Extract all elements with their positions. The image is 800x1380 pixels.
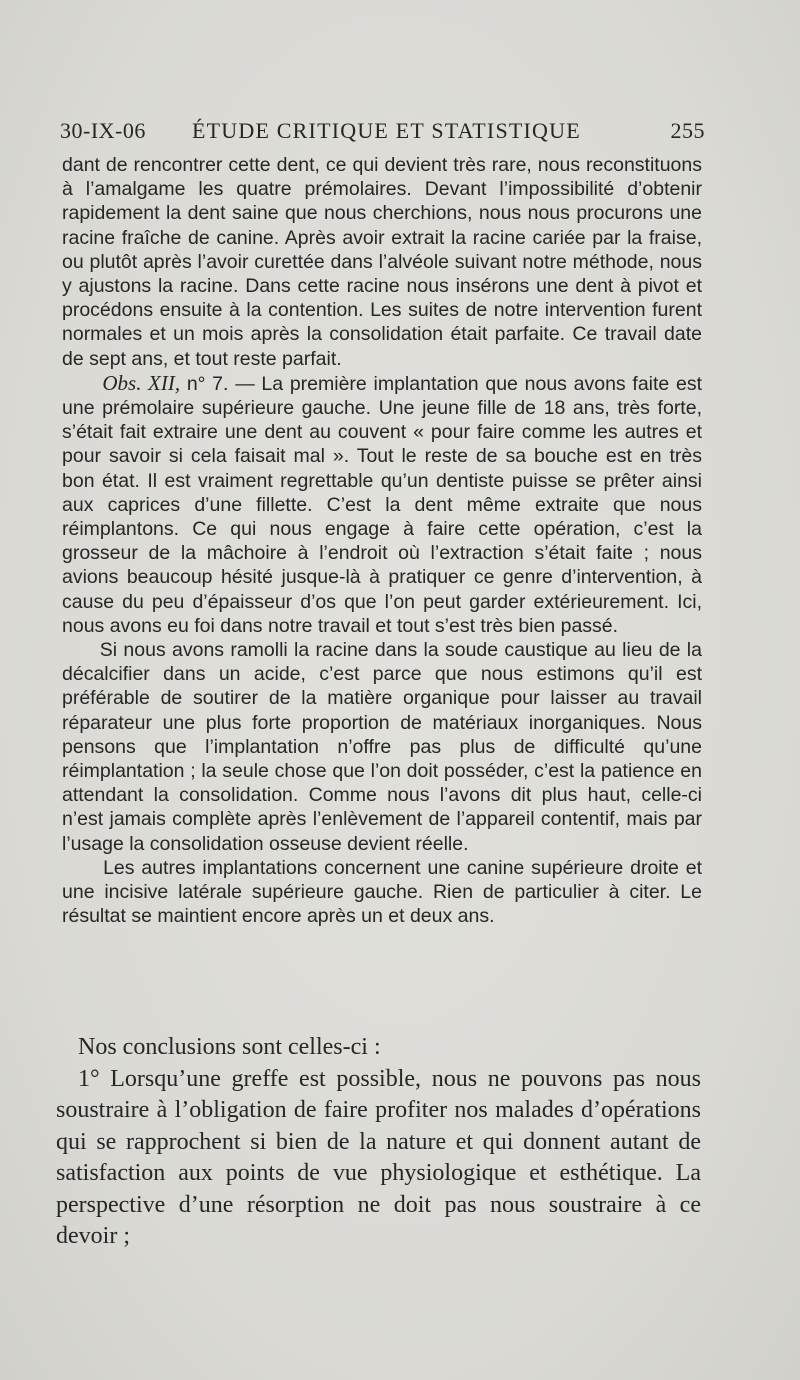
- conclusions-heading: Nos conclusions sont celles-ci :: [78, 1034, 381, 1060]
- header-date: 30-IX-06: [60, 118, 146, 143]
- header-title: ÉTUDE CRITIQUE ET STATISTIQUE: [192, 118, 581, 143]
- paragraph-other-implantations-text: Les autres implantations concernent une canine supérieure droite et une incisive latérale supérieure gauche. Rien de particulier à citer. Le résultat se maintient encore après un et deux ans.: [62, 856, 702, 928]
- conclusion-item-1: 1° Lorsqu’une greffe est possible, nous ne pouvons pas nous soustraire à l’obligation de faire profiter nos malades d’opérations qui se rapprochent si bien de la nature et qui donnent autant de satisfaction aux points de vue physiologique et esthétique. La perspective d’une résorption ne doit pas nous soustraire à ce devoir ;: [56, 1065, 701, 1249]
- observation-label: Obs. XII,: [102, 370, 181, 395]
- paragraph-softening-text: Si nous avons ramolli la racine dans la soude caustique au lieu de la décalcifier dans un acide, c’est parce que nous estimons qu’il est préférable de soutirer de la matière organique pour laisser au travail réparateur une plus forte proportion de matériaux inorganiques. Nous pensons que l’implantation n’offre pas plus de difficulté qu’une réimplantation ; la seule chose que l’on doit posséder, c’est la patience en attendant la consolidation. Comme nous l’avons dit plus haut, celle-ci n’est jamais complète après l’enlèvement de l’appareil contentif, mais par l’usage la consolidation osseuse devient réelle.: [62, 639, 702, 855]
- paragraph-observation: [62, 371, 702, 638]
- body-text: [62, 153, 702, 929]
- observation-number: n° 7.: [186, 372, 229, 395]
- paragraph-other-implantations: [62, 856, 702, 929]
- observation-text: — La première implantation que nous avons faite est une prémolaire supérieure gauche. Une jeune fille de 18 ans, très forte, s’était fait extraire une dent au couvent « pour faire comme les autres et pour savoir si cela faisait mal ». Tout le reste de sa bouche est en très bon état. Il est vraiment regrettable qu’un dentiste puisse se prêter ainsi aux caprices d’une fillette. C’est la dent même extraite que nous réimplantons. Ce qui nous engage à faire cette opération, c’est la grosseur de la mâchoire à l’endroit où l’extraction s’était faite ; nous avions beaucoup hésité jusque-là à pratiquer ce genre d’intervention, à cause du peu d’épaisseur d’os que l’on peut garder extérieurement. Ici, nous avons eu foi dans notre travail et tout s’est très bien passé.: [62, 372, 702, 637]
- paragraph-continuation: dant de rencontrer cette dent, ce qui devient très rare, nous reconstituons à l’amalgame les quatre prémolaires. Devant l’impossibilité d’obtenir rapidement la dent saine que nous cherchions, nous nous procurons une racine fraîche de canine. Après avoir extrait la racine cariée par la fraise, ou plutôt après l’avoir curettée dans l’alvéole suivant notre méthode, nous y ajustons la racine. Dans cette racine nous insérons une dent à pivot et procédons ensuite à la contention. Les suites de notre intervention furent normales et un mois après la consolidation était parfaite. Ce travail date de sept ans, et tout reste parfait.: [62, 154, 702, 370]
- paragraph-softening: [62, 638, 702, 856]
- conclusions-section: [56, 1032, 701, 1253]
- running-header: [60, 118, 705, 148]
- page-number: 255: [670, 118, 705, 143]
